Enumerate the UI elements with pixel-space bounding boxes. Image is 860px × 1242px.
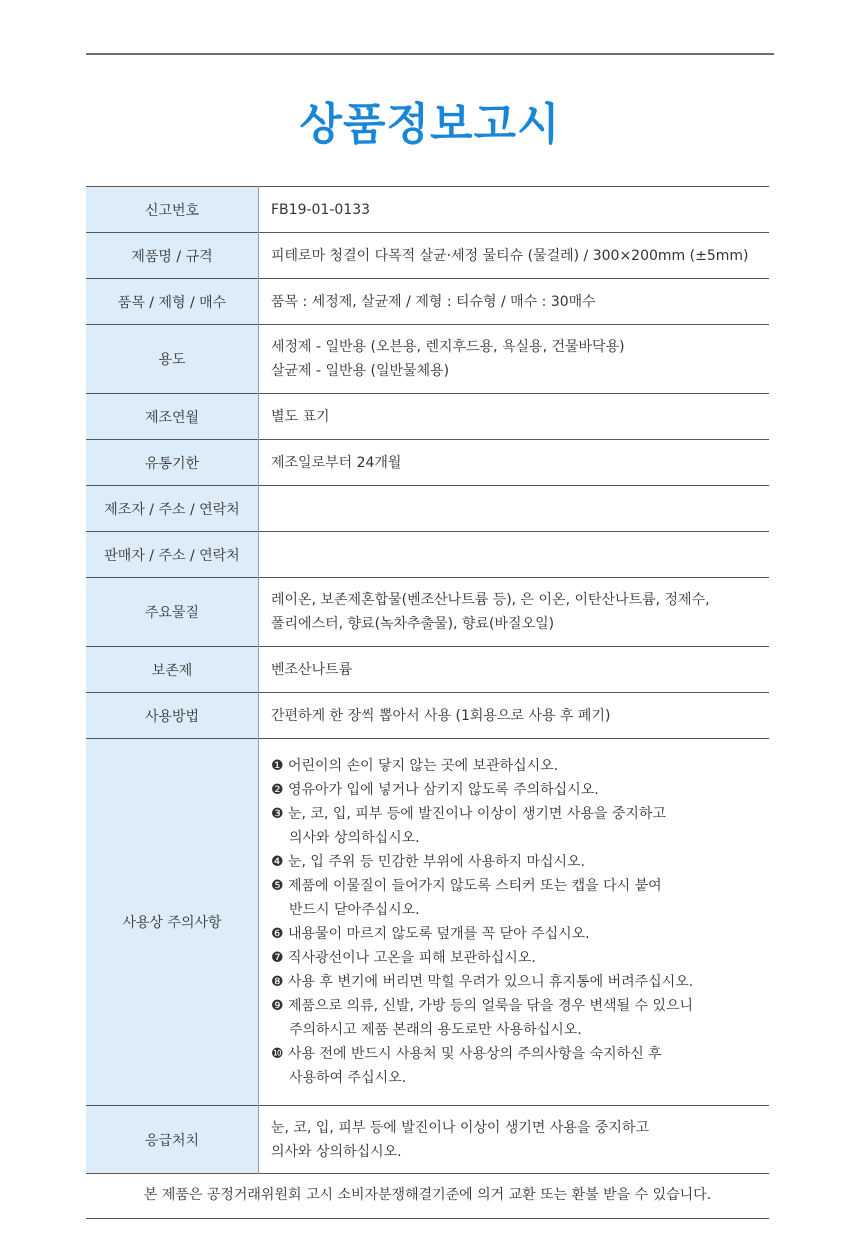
row-label: 보존제 [86, 647, 259, 693]
row-label: 유통기한 [86, 440, 259, 486]
caution-item: ❹ 눈, 입 주위 등 민감한 부위에 사용하지 마십시오. [271, 854, 586, 870]
caution-item: ❼ 직사광선이나 고온을 피해 보관하십시오. [271, 950, 536, 966]
row-value [259, 647, 770, 693]
row-value [259, 486, 770, 532]
row-label: 응급처치 [86, 1106, 259, 1174]
table-row [86, 1106, 769, 1174]
page-title: 상품정보고시 [299, 99, 561, 150]
row-label: 사용방법 [86, 693, 259, 739]
row-label: 주요물질 [86, 578, 259, 647]
table-row [86, 647, 769, 693]
table-row [86, 440, 769, 486]
caution-item: 사용하여 주십시오. [289, 1070, 407, 1086]
row-value [259, 1106, 770, 1174]
row-label: 신고번호 [86, 187, 259, 233]
caution-item: ❸ 눈, 코, 입, 피부 등에 발진이나 이상이 생기면 사용을 중지하고 [271, 806, 666, 822]
row-value [259, 578, 770, 647]
value-line: 피테로마 청결이 다목적 살균·세정 물티슈 (물걸레) / 300×200mm (±5mm) [271, 247, 749, 264]
value-line: FB19-01-0133 [271, 201, 371, 218]
refund-notice: 본 제품은 공정거래위원회 고시 소비자분쟁해결기준에 의거 교환 또는 환불 받을 수 있습니다. [143, 1187, 712, 1203]
caution-item: 의사와 상의하십시오. [289, 830, 420, 846]
table-row [86, 394, 769, 440]
value-line: 의사와 상의하십시오. [271, 1143, 402, 1160]
caution-item: ❽ 사용 후 변기에 버리면 막힐 우려가 있으니 휴지통에 버려주십시오. [271, 974, 694, 990]
table-row [86, 578, 769, 647]
value-line: 간편하게 한 장씩 뽑아서 사용 (1회용으로 사용 후 폐기) [271, 707, 611, 724]
caution-item: ❶ 어린이의 손이 닿지 않는 곳에 보관하십시오. [271, 758, 559, 774]
caution-item: ❺ 제품에 이물질이 들어가지 않도록 스티커 또는 캡을 다시 붙여 [271, 878, 662, 894]
value-line: 품목 : 세정제, 살균제 / 제형 : 티슈형 / 매수 : 30매수 [271, 293, 596, 310]
value-line: 제조일로부터 24개월 [271, 454, 402, 471]
row-label: 사용상 주의사항 [86, 739, 259, 1106]
table-row [86, 693, 769, 739]
value-line: 벤조산나트륨 [271, 661, 353, 678]
row-label: 제조연월 [86, 394, 259, 440]
value-line: 별도 표기 [271, 408, 330, 425]
row-value [259, 693, 770, 739]
table-row [86, 532, 769, 578]
caution-item: ❻ 내용물이 마르지 않도록 덮개를 꼭 닫아 주십시오. [271, 926, 590, 942]
top-divider [86, 53, 774, 55]
table-row [86, 233, 769, 279]
caution-item: ❿ 사용 전에 반드시 사용처 및 사용상의 주의사항을 숙지하신 후 [271, 1046, 662, 1062]
row-value [259, 279, 770, 325]
row-label: 품목 / 제형 / 매수 [86, 279, 259, 325]
table-row [86, 279, 769, 325]
caution-item: ❷ 영유아가 입에 넣거나 삼키지 않도록 주의하십시오. [271, 782, 599, 798]
value-line: 폴리에스터, 향료(녹차추출물), 향료(바질오일) [271, 616, 555, 632]
product-info-table [86, 186, 769, 1174]
row-label: 제조자 / 주소 / 연락처 [86, 486, 259, 532]
value-line: 살균제 - 일반용 (일반물체용) [271, 363, 450, 379]
value-line: 레이온, 보존제혼합물(벤조산나트륨 등), 은 이온, 이탄산나트륨, 정제수, [271, 592, 710, 608]
table-row [86, 486, 769, 532]
row-value [259, 233, 770, 279]
row-value [259, 394, 770, 440]
row-value [259, 739, 770, 1106]
value-line: 눈, 코, 입, 피부 등에 발진이나 이상이 생기면 사용을 중지하고 [271, 1119, 649, 1136]
row-label: 용도 [86, 325, 259, 394]
row-label: 판매자 / 주소 / 연락처 [86, 532, 259, 578]
caution-item: 반드시 닫아주십시오. [289, 902, 420, 918]
caution-item: 주의하시고 제품 본래의 용도로만 사용하십시오. [289, 1022, 582, 1038]
table-row [86, 187, 769, 233]
row-value [259, 532, 770, 578]
row-label: 제품명 / 규격 [86, 233, 259, 279]
caution-item: ❾ 제품으로 의류, 신발, 가방 등의 얼룩을 닦을 경우 변색될 수 있으니 [271, 998, 694, 1014]
row-value [259, 440, 770, 486]
value-line: 세정제 - 일반용 (오븐용, 렌지후드용, 욕실용, 건물바닥용) [271, 339, 625, 355]
table-row [86, 739, 769, 1106]
bottom-divider [86, 1218, 769, 1219]
row-value [259, 325, 770, 394]
row-value [259, 187, 770, 233]
table-row [86, 325, 769, 394]
